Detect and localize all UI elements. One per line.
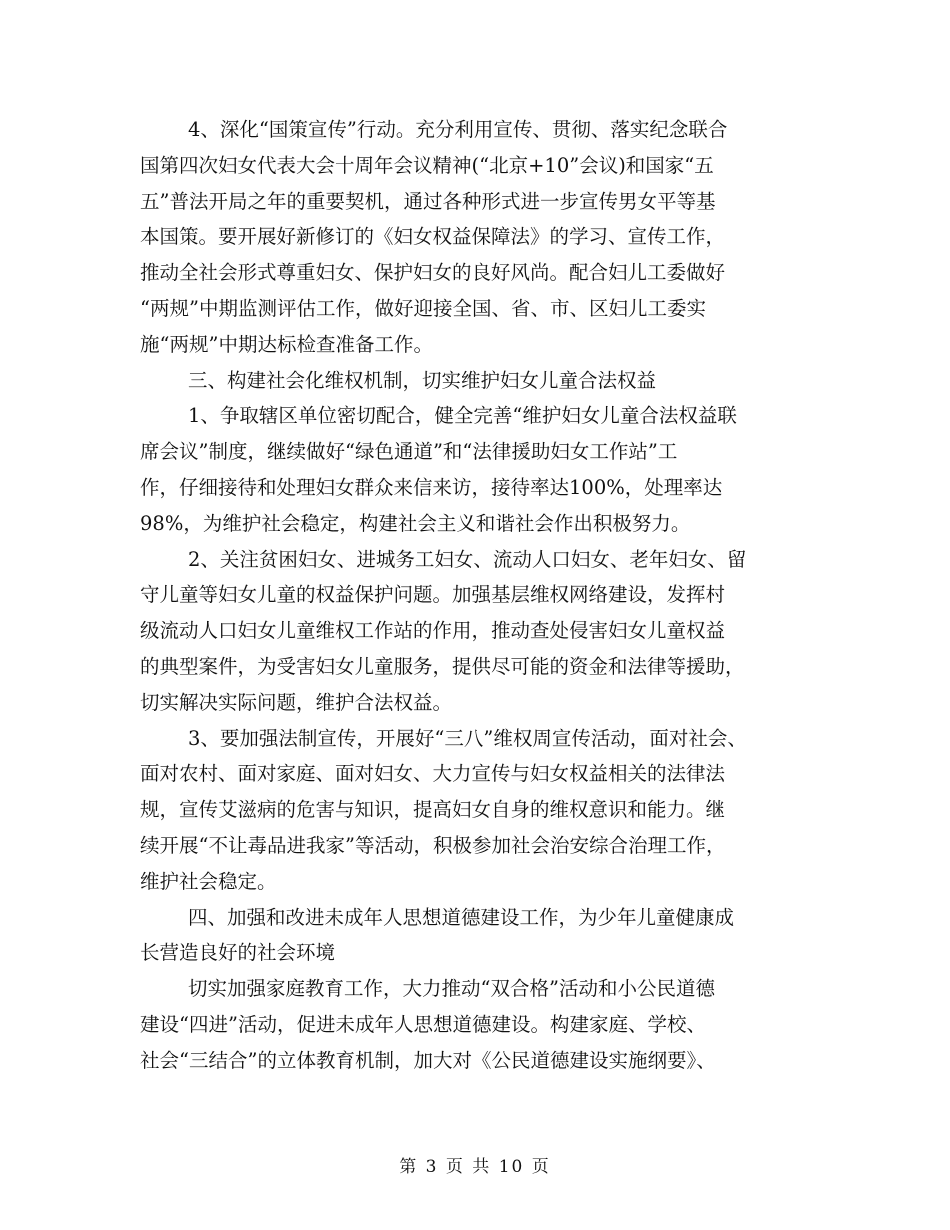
text-line: 面对农村、面对家庭、面对妇女、大力宣传与妇女权益相关的法律法 <box>140 762 726 786</box>
page-number-footer: 第 3 页 共 10 页 <box>399 1157 551 1177</box>
text-line: 本国策。要开展好新修订的《妇女权益保障法》的学习、宣传工作， <box>140 225 726 249</box>
text-line: 3、要加强法制宣传，开展好“三八”维权周宣传活动，面对社会、 <box>188 726 747 750</box>
section-heading: 四、加强和改进未成年人思想道德建设工作，为少年儿童健康成 <box>188 905 735 929</box>
section-heading: 三、构建社会化维权机制，切实维护妇女儿童合法权益 <box>188 368 657 392</box>
text-line: 切实解决实际问题，维护合法权益。 <box>140 690 453 714</box>
text-line: 4、深化“国策宣传”行动。充分利用宣传、贯彻、落实纪念联合 <box>188 118 728 141</box>
text-line: 98%，为维护社会稳定，构建社会主义和谐社会作出积极努力。 <box>140 511 691 535</box>
text-line: 2、关注贫困妇女、进城务工妇女、流动人口妇女、老年妇女、留 <box>188 547 747 571</box>
text-line: 席会议”制度，继续做好“绿色通道”和“法律援助妇女工作站”工 <box>140 440 678 464</box>
text-line: 切实加强家庭教育工作，大力推动“双合格”活动和小公民道德 <box>188 977 715 1001</box>
document-body <box>140 112 830 1079</box>
text-line: 五”普法开局之年的重要契机，通过各种形式进一步宣传男女平等基 <box>140 189 716 213</box>
text-line: 续开展“不让毒品进我家”等活动，积极参加社会治安综合治理工作， <box>140 833 726 857</box>
text-line: “两规”中期监测评估工作，做好迎接全国、省、市、区妇儿工委实 <box>140 296 706 320</box>
text-line: 建设“四进”活动，促进未成年人思想道德建设。构建家庭、学校、 <box>140 1012 706 1036</box>
text-line: 的典型案件，为受害妇女儿童服务，提供尽可能的资金和法律等援助， <box>140 654 745 678</box>
text-line: 推动全社会形式尊重妇女、保护妇女的良好风尚。配合妇儿工委做好 <box>140 261 726 285</box>
text-line: 规，宣传艾滋病的危害与知识，提高妇女自身的维权意识和能力。继 <box>140 798 726 822</box>
text-line: 维护社会稳定。 <box>140 869 277 893</box>
text-line: 国第四次妇女代表大会十周年会议精神(“北京+10”会议)和国家“五 <box>140 153 714 177</box>
text-line: 作，仔细接待和处理妇女群众来信来访，接待率达100%，处理率达 <box>140 475 723 499</box>
text-line: 施“两规”中期达标检查准备工作。 <box>140 332 433 356</box>
text-line: 守儿童等妇女儿童的权益保护问题。加强基层维权网络建设，发挥村 <box>140 583 726 607</box>
text-line: 级流动人口妇女儿童维权工作站的作用，推动查处侵害妇女儿童权益 <box>140 619 726 643</box>
text-line: 1、争取辖区单位密切配合，健全完善“维护妇女儿童合法权益联 <box>188 404 737 428</box>
section-heading-continued: 长营造良好的社会环境 <box>140 941 336 965</box>
text-line: 社会“三结合”的立体教育机制，加大对《公民道德建设实施纲要》、 <box>140 1048 716 1072</box>
